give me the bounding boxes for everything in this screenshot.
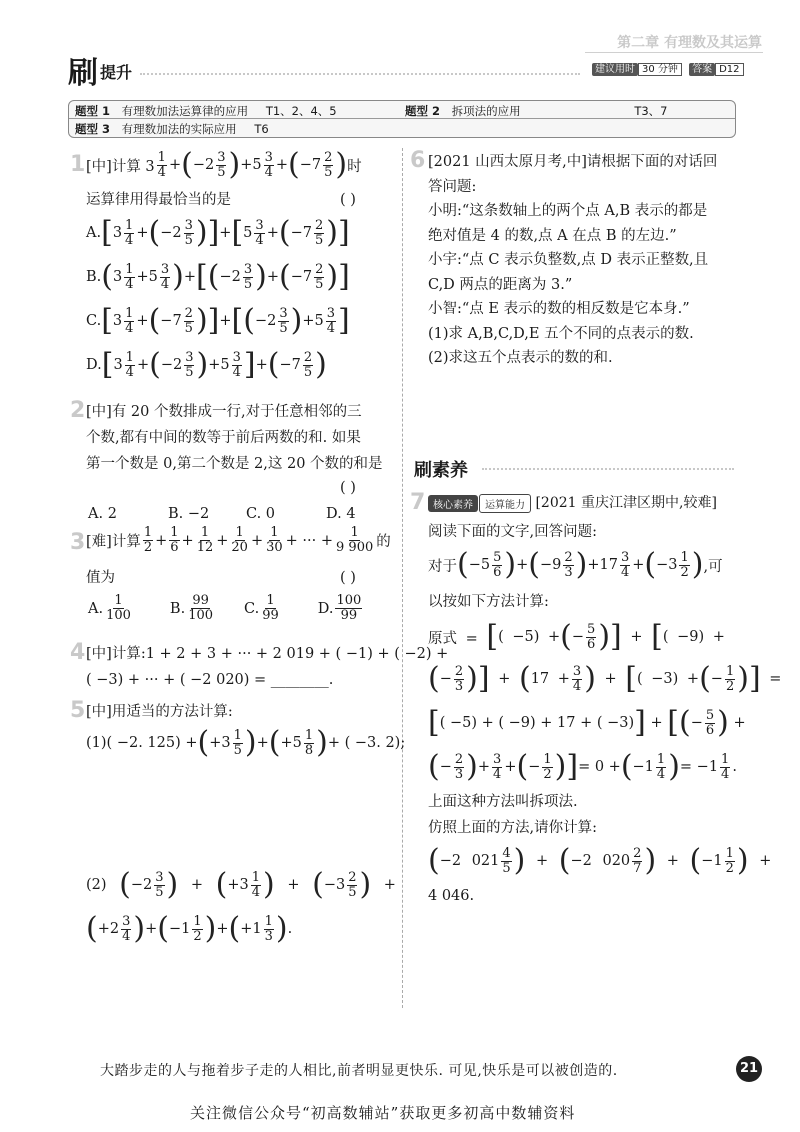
q7-fang: 仿照上面的方法,请你计算: (428, 820, 597, 836)
q2-option-d: D. 4 (326, 506, 356, 522)
q2-option-c: C. 0 (246, 506, 276, 522)
q7-step2: ( − $\frac{2}{3}$ ) ] + ( 17 + $\frac{3}{4}$ ) + [ ( −3) + ( − $\frac{1}{2}$ ) ] = (428, 661, 782, 696)
q3-options: A. $\frac{1}{100}$ B. $\frac{99}{100}$ C. $\frac{1}{99}$ D. $\frac{100}{99}$ (88, 593, 362, 623)
q3-blank: ( ) (340, 570, 356, 586)
q6-number: 6 (410, 148, 426, 173)
type-1: 题型 1 有理数加法运算律的应用 T1、2、4、5 (75, 104, 337, 118)
column-divider (402, 148, 404, 1008)
q7-last: 4 046. (428, 888, 475, 904)
header-dots (140, 73, 580, 75)
q1-option-a: A. [ 3 $\frac{1}{4}$ + ( −2 $\frac{3}{5}$ ) ] + [ 5 $\frac{3}{4}$ + ( −7 $\frac{2}{5}$ ) ] (86, 215, 350, 250)
q5-part1: (1) ( −2. 125) + ( +3 $\frac{1}{5}$ ) + ( +5 $\frac{1}{8}$ ) + ( −3. 2); (86, 725, 406, 760)
q7-number: 7 (410, 490, 426, 515)
q6-body: [2021 山西太原月考,中]请根据下面的对话回 答问题: 小明:“这条数轴上的两个点 A,B 表示的都是 绝对值是 4 的数,点 A 在点 B 的左边.” 小宇:“点 C 表示负整数,点 D 表示正整数,且 C,D 两点的距离为 3.” 小智:“点 E 表示的数的相反数是它本身.” (1)求 A,B,C,D,E 五个不同的点表示的数. (2)求这五个点表示的数的和. (428, 154, 718, 366)
suyang-dots (482, 468, 734, 470)
chapter-title: 第二章 有理数及其运算 (617, 35, 762, 51)
q7-chai: 上面这种方法叫拆项法. (428, 794, 578, 810)
q1-stem2: 运算律用得最恰当的是 (86, 192, 231, 208)
q7-step1: 原式 = [ ( −5) + ( − $\frac{5}{6}$ ) ] + [ ( −9) + (428, 619, 725, 654)
suyang-title: 刷素养 (414, 460, 468, 481)
answer-page: D12 (715, 63, 743, 76)
q3-line2: 值为 (86, 570, 115, 586)
q1-tag: [中] (86, 158, 112, 175)
q7-badge-skill: 运算能力 (479, 494, 531, 513)
q5-part2: (2) ( −2 $\frac{3}{5}$ ) + ( +3 $\frac{1}{4}$ ) + ( −3 $\frac{2}{5}$ ) + (86, 867, 396, 902)
q2-line2: 个数,都有中间的数等于前后两数的和. 如果 (86, 430, 361, 446)
q3-number: 3 (70, 530, 86, 555)
q1-blank: ( ) (340, 192, 356, 208)
q2-line3: 第一个数是 0,第二个数是 2,这 20 个数的和是 (86, 456, 383, 472)
wechat-note: 关注微信公众号“初高数辅站”获取更多初高中数辅资料 (190, 1104, 576, 1122)
q7-header: 核心素养 运算能力 [2021 重庆江津区期中,较难] (428, 492, 717, 513)
suggest-time: 30 分钟 (638, 63, 682, 76)
q1-stem: [中] 计算 3 $\frac{1}{4}$ + ( −2 $\frac{3}{5}$ ) +5 $\frac{3}{4}$ + ( −7 $\frac{2}{5}$ ) 时 (86, 147, 362, 182)
q5-stem: [中]用适当的方法计算: (86, 704, 233, 720)
q4-line2: ( −3) + ··· + ( −2 020) = ________. (86, 672, 334, 688)
brand-char: 刷 (68, 56, 98, 91)
q1-option-c: C. [ 3 $\frac{1}{4}$ + ( −7 $\frac{2}{5}$ ) ] + [ ( −2 $\frac{3}{5}$ ) +5 $\frac{3}{4}$ ] (86, 303, 350, 338)
q5-part2-cont: ( +2 $\frac{3}{4}$ ) + ( −1 $\frac{1}{2}$ ) + ( +1 $\frac{1}{3}$ ) . (86, 911, 293, 946)
q4-number: 4 (70, 640, 86, 665)
q1-option-b: B. ( 3 $\frac{1}{4}$ +5 $\frac{3}{4}$ ) + [ ( −2 $\frac{3}{5}$ ) + ( −7 $\frac{2}{5}$ ) ] (86, 259, 350, 294)
q7-yi: 以按如下方法计算: (428, 594, 549, 610)
type-3: 题型 3 有理数加法的实际应用 T6 (75, 122, 269, 136)
type-table (68, 100, 736, 138)
page-number: 21 (736, 1056, 762, 1082)
q7-read: 阅读下面的文字,回答问题: (428, 524, 597, 540)
q2-option-a: A. 2 (88, 506, 117, 522)
q2-blank: ( ) (340, 480, 356, 496)
q5-number: 5 (70, 698, 86, 723)
header-rule (585, 52, 763, 53)
q7-step3: [ ( −5) + ( −9) + 17 + ( −3) ] + [ ( − $\frac{5}{6}$ ) + (428, 705, 746, 740)
answer-label: 答案 (689, 63, 715, 76)
type-2: 题型 2 拆项法的应用 T3、7 (405, 104, 668, 118)
q7-task: ( −2 021 $\frac{4}{5}$ ) + ( −2 020 $\frac{2}{7}$ ) + ( −1 $\frac{1}{2}$ ) + (428, 843, 772, 878)
q7-badge-core: 核心素养 (428, 495, 478, 512)
time-box (592, 60, 744, 75)
q3-stem: [难]计算 $\frac{1}{2}$ + $\frac{1}{6}$ + $\frac{1}{12}$ + $\frac{1}{20}$ + $\frac{1}{30}$ + ··· + $\frac{1}{9 900}$ 的 (86, 525, 391, 555)
footer-quote: 大踏步走的人与拖着步子走的人相比,前者明显更快乐. 可见,快乐是可以被创造的. (100, 1063, 618, 1079)
suggest-label: 建议用时 (592, 63, 638, 76)
q2-option-b: B. −2 (168, 506, 210, 522)
q7-example: 对于 ( −5 $\frac{5}{6}$ ) + ( −9 $\frac{2}{3}$ ) +17 $\frac{3}{4}$ + ( −3 $\frac{1}{2}$ ) ,可 (428, 547, 723, 582)
q2-number: 2 (70, 398, 86, 423)
q2-line1: [中]有 20 个数排成一行,对于任意相邻的三 (86, 404, 362, 420)
q7-step4: ( − $\frac{2}{3}$ ) + $\frac{3}{4}$ + ( − $\frac{1}{2}$ ) ] = 0 + ( −1 $\frac{1}{4}$ ) = −1 $\frac{1}{4}$ . (428, 749, 737, 784)
q1-option-d: D. [ 3 $\frac{1}{4}$ + ( −2 $\frac{3}{5}$ ) +5 $\frac{3}{4}$ ] + ( −7 $\frac{2}{5}$ ) (86, 347, 327, 382)
q1-number: 1 (70, 152, 86, 177)
q4-line1: [中]计算:1 + 2 + 3 + ··· + 2 019 + ( −1) + ( −2) + (86, 646, 449, 662)
section-title: 提升 (100, 63, 133, 82)
